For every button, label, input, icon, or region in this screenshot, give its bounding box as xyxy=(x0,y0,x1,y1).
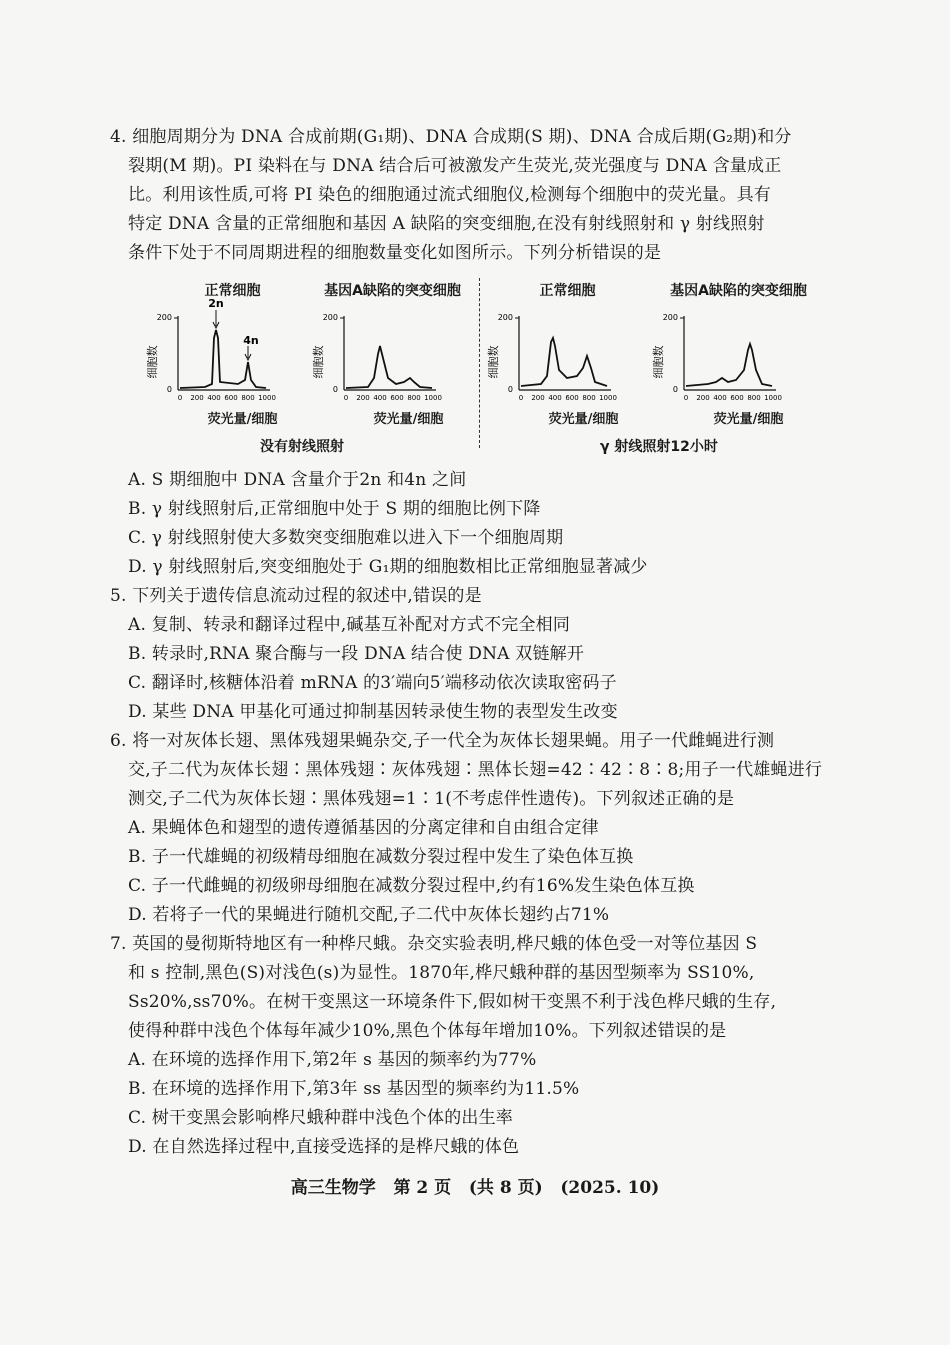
condition-label-no-radiation: 没有射线照射 xyxy=(260,439,344,455)
x-axis-label: 荧光量/细胞 xyxy=(713,412,784,427)
q4-option-d: D. γ 射线照射后,突变细胞处于 G₁期的细胞数相比正常细胞显著减少 xyxy=(128,557,648,577)
q4-option-b: B. γ 射线照射后,正常细胞中处于 S 期的细胞比例下降 xyxy=(128,499,541,519)
x-tick-label: 1000 xyxy=(424,394,442,402)
q7-option-c: C. 树干变黑会影响桦尺蛾种群中浅色个体的出生率 xyxy=(128,1108,514,1128)
peak-label-4n: 4n xyxy=(243,334,259,347)
q5-option-a: A. 复制、转录和翻译过程中,碱基互补配对方式不完全相同 xyxy=(128,615,571,635)
x-axis-label: 荧光量/细胞 xyxy=(373,412,444,427)
y-axis-label: 细胞数 xyxy=(146,345,159,379)
x-tick-label: 600 xyxy=(390,394,404,402)
panel-title: 正常细胞 xyxy=(539,283,596,299)
q7-option-d: D. 在自然选择过程中,直接受选择的是桦尺蛾的体色 xyxy=(128,1137,520,1157)
q6-option-a: A. 果蝇体色和翅型的遗传遵循基因的分离定律和自由组合定律 xyxy=(128,818,599,838)
q7-option-a: A. 在环境的选择作用下,第2年 s 基因的频率约为77% xyxy=(128,1050,537,1070)
q7-stem-line: Ss20%,ss70%。在树干变黑这一环境条件下,假如树干变黑不利于浅色桦尺蛾的生存, xyxy=(128,992,777,1012)
x-tick-label: 600 xyxy=(730,394,744,402)
q6-option-d: D. 若将子一代的果蝇进行随机交配,子二代中灰体长翅约占71% xyxy=(128,905,610,925)
y-axis-label: 细胞数 xyxy=(652,345,665,379)
q7-stem-line: 和 s 控制,黑色(S)对浅色(s)为显性。1870年,桦尺蛾种群的基因型频率为 SS10%, xyxy=(128,963,755,983)
q4-stem-line: 条件下处于不同周期进程的细胞数量变化如图所示。下列分析错误的是 xyxy=(128,243,662,263)
x-tick-label: 0 xyxy=(518,394,524,402)
x-tick-label: 800 xyxy=(407,394,421,402)
x-tick-label: 200 xyxy=(356,394,370,402)
x-tick-label: 1000 xyxy=(599,394,617,402)
panel-mutant-no-radiation xyxy=(310,272,475,442)
q7-stem-line: 7. 英国的曼彻斯特地区有一种桦尺蛾。杂交实验表明,桦尺蛾的体色受一对等位基因 S xyxy=(110,934,758,954)
x-tick-label: 800 xyxy=(582,394,596,402)
q5-option-d: D. 某些 DNA 甲基化可通过抑制基因转录使生物的表型发生改变 xyxy=(128,702,618,722)
x-tick-label: 0 xyxy=(683,394,689,402)
histogram-plot xyxy=(485,298,650,408)
histogram-plot xyxy=(650,298,815,408)
y-tick-label: 200 xyxy=(322,313,338,322)
x-tick-label: 200 xyxy=(531,394,545,402)
q4-stem-line: 4. 细胞周期分为 DNA 合成前期(G₁期)、DNA 合成期(S 期)、DNA 合成后期(G₂期)和分 xyxy=(110,127,792,147)
y-axis-label: 细胞数 xyxy=(312,345,325,379)
y-tick-label: 0 xyxy=(672,385,678,394)
q7-stem-line: 使得种群中浅色个体每年减少10%,黑色个体每年增加10%。下列叙述错误的是 xyxy=(128,1021,727,1041)
histogram-plot xyxy=(146,297,315,408)
q6-stem-line: 6. 将一对灰体长翅、黑体残翅果蝇杂交,子一代全为灰体长翅果蝇。用子一代雌蝇进行测 xyxy=(110,731,775,751)
q5-option-b: B. 转录时,RNA 聚合酶与一段 DNA 结合使 DNA 双链解开 xyxy=(128,644,585,664)
x-tick-label: 800 xyxy=(241,394,255,402)
q5-option-c: C. 翻译时,核糖体沿着 mRNA 的3′端向5′端移动依次读取密码子 xyxy=(128,673,617,693)
x-tick-label: 800 xyxy=(747,394,761,402)
x-tick-label: 400 xyxy=(548,394,562,402)
page-footer: 高三生物学 第 2 页 (共 8 页) (2025. 10) xyxy=(290,1178,660,1198)
q6-option-c: C. 子一代雌蝇的初级卵母细胞在减数分裂过程中,约有16%发生染色体互换 xyxy=(128,876,695,896)
panel-title: 基因A缺陷的突变细胞 xyxy=(324,283,461,299)
q6-stem-line: 测交,子二代为灰体长翅∶黑体残翅=1∶1(不考虑伴性遗传)。下列叙述正确的是 xyxy=(128,789,735,809)
q6-stem-line: 交,子二代为灰体长翅∶黑体残翅∶灰体残翅∶黑体长翅=42∶42∶8∶8;用子一代雄蝇进行 xyxy=(128,760,823,780)
y-tick-label: 200 xyxy=(662,313,678,322)
y-tick-label: 200 xyxy=(497,313,513,322)
x-tick-label: 400 xyxy=(373,394,387,402)
x-tick-label: 600 xyxy=(565,394,579,402)
panel-normal-no-radiation xyxy=(146,272,315,442)
flow-cytometry-figure xyxy=(146,272,840,472)
panel-title: 正常细胞 xyxy=(204,283,261,299)
x-tick-label: 600 xyxy=(224,394,238,402)
q4-option-c: C. γ 射线照射使大多数突变细胞难以进入下一个细胞周期 xyxy=(128,528,564,548)
x-tick-label: 200 xyxy=(190,394,204,402)
y-tick-label: 200 xyxy=(156,313,172,322)
y-tick-label: 0 xyxy=(332,385,338,394)
peak-label-2n: 2n xyxy=(208,297,224,310)
y-axis-label: 细胞数 xyxy=(487,345,500,379)
x-tick-label: 400 xyxy=(207,394,221,402)
q5-stem-line: 5. 下列关于遗传信息流动过程的叙述中,错误的是 xyxy=(110,586,482,606)
panel-mutant-gamma xyxy=(650,272,815,442)
q6-option-b: B. 子一代雄蝇的初级精母细胞在减数分裂过程中发生了染色体互换 xyxy=(128,847,634,867)
x-tick-label: 1000 xyxy=(258,394,276,402)
condition-label-gamma: γ 射线照射12小时 xyxy=(600,439,718,455)
x-tick-label: 1000 xyxy=(764,394,782,402)
x-axis-label: 荧光量/细胞 xyxy=(207,412,278,427)
figure-divider xyxy=(479,278,480,448)
x-tick-label: 200 xyxy=(696,394,710,402)
q4-stem-line: 裂期(M 期)。PI 染料在与 DNA 结合后可被激发产生荧光,荧光强度与 DNA 含量成正 xyxy=(128,156,782,176)
x-tick-label: 0 xyxy=(343,394,349,402)
q4-stem-line: 比。利用该性质,可将 PI 染色的细胞通过流式细胞仪,检测每个细胞中的荧光量。具有 xyxy=(128,185,771,205)
x-tick-label: 0 xyxy=(177,394,183,402)
x-tick-label: 400 xyxy=(713,394,727,402)
q4-option-a: A. S 期细胞中 DNA 含量介于2n 和4n 之间 xyxy=(128,470,467,490)
panel-normal-gamma xyxy=(485,272,650,442)
q7-option-b: B. 在环境的选择作用下,第3年 ss 基因型的频率约为11.5% xyxy=(128,1079,580,1099)
histogram-plot xyxy=(310,298,475,408)
q4-stem-line: 特定 DNA 含量的正常细胞和基因 A 缺陷的突变细胞,在没有射线照射和 γ 射线照射 xyxy=(128,214,765,234)
y-tick-label: 0 xyxy=(507,385,513,394)
panel-title: 基因A缺陷的突变细胞 xyxy=(670,283,807,299)
y-tick-label: 0 xyxy=(166,385,172,394)
x-axis-label: 荧光量/细胞 xyxy=(548,412,619,427)
